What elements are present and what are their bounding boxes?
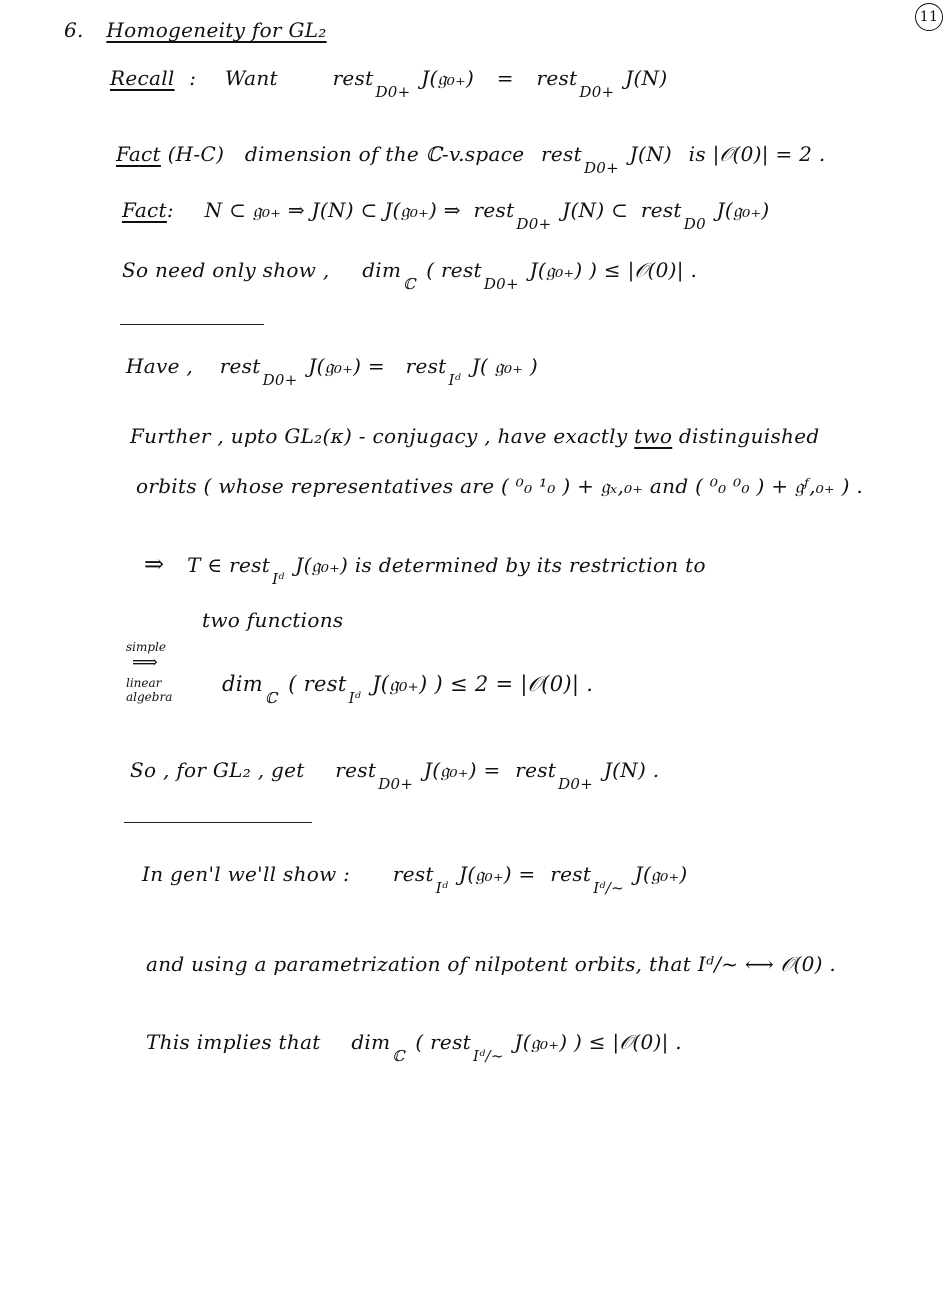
fact-arg: J(N) — [629, 142, 672, 166]
further-line-2: orbits ( whose representatives are ( ⁰₀ ¹₀ ) + 𝔤ₓ,₀₊ and ( ⁰₀ ⁰₀ ) + 𝔤ᶠ,₀₊ ) . — [136, 474, 863, 498]
recall-lhs-arg: J(𝔤₀₊) — [421, 66, 475, 90]
dim-bound-line — [222, 672, 594, 707]
linear-note: linear — [126, 676, 162, 690]
fact2-text2: J(N) ⊂ — [562, 198, 629, 222]
fact-ref: (H-C) — [167, 142, 225, 166]
recall-rhs-arg: J(N) — [625, 66, 668, 90]
so-gl2-sub1: D0+ — [378, 775, 414, 793]
general-sub1: Iᵈ — [435, 879, 449, 897]
so-gl2-sub2: D0+ — [558, 775, 594, 793]
fact2-text3: J(𝔤₀₊) — [716, 198, 770, 222]
this-implies-dim: dim — [351, 1030, 391, 1054]
fact2-sub1: D0+ — [516, 215, 552, 233]
divider-2 — [124, 822, 312, 823]
this-implies-text2: J(𝔤₀₊) ) ≤ |𝒪(0)| . — [514, 1030, 682, 1054]
this-implies-text: This implies that — [146, 1030, 321, 1054]
so-gl2-rest1: rest — [335, 758, 377, 782]
recall-lhs: rest — [332, 66, 374, 90]
implies-text2: J(𝔤₀₊) is determined by its restriction to — [295, 553, 706, 577]
further-line-1 — [130, 424, 819, 448]
dim-bound-sub: Iᵈ — [348, 689, 362, 707]
implies-text1: T ∈ rest — [187, 553, 271, 577]
param-line: and using a parametrization of nilpotent orbits, that Iᵈ/~ ⟷ 𝒪(0) . — [146, 952, 837, 976]
fact-hc-line — [116, 142, 826, 177]
have-sub1: D0+ — [262, 371, 298, 389]
need-show-line — [122, 258, 698, 293]
recall-sep: : — [189, 66, 197, 90]
so-gl2-text3: J(N) . — [603, 758, 660, 782]
implies-sub: Iᵈ — [272, 570, 285, 588]
have-rest1: rest — [219, 354, 261, 378]
this-implies-dim-sub: ℂ — [392, 1047, 405, 1065]
so-gl2-rest2: rest — [515, 758, 557, 782]
general-rest2: rest — [550, 862, 592, 886]
this-implies-line — [146, 1030, 682, 1065]
dim-bound-dim-sub: ℂ — [264, 689, 278, 707]
this-implies-sub: Iᵈ/~ — [472, 1047, 504, 1065]
fact2-sep: : — [166, 198, 174, 222]
need-rest-sub: D0+ — [483, 275, 519, 293]
simple-note: simple — [126, 640, 166, 654]
have-rest2: rest — [405, 354, 447, 378]
further-text-b: distinguished — [678, 424, 820, 448]
recall-rhs-sub: D0+ — [579, 83, 615, 101]
implies-line — [144, 550, 706, 588]
divider — [120, 324, 264, 325]
so-gl2-line — [130, 758, 660, 793]
fact-label: Fact — [116, 142, 161, 166]
section-number: 6. — [64, 18, 84, 42]
further-text-a: Further , upto GL₂(κ) - conjugacy , have exactly — [130, 424, 628, 448]
recall-eq: = — [496, 66, 514, 90]
need-rest: ( rest — [426, 258, 482, 282]
fact-text2: is |𝒪(0)| = 2 . — [688, 142, 826, 166]
general-line — [142, 862, 688, 897]
section-heading — [64, 18, 327, 42]
recall-label: Recall — [110, 66, 175, 90]
general-text2: J(𝔤₀₊) = — [459, 862, 536, 886]
implies-line-2: two functions — [202, 608, 344, 632]
have-sub2: Iᵈ — [448, 371, 462, 389]
need-dim-sub: ℂ — [403, 275, 416, 293]
general-text3: J(𝔤₀₊) — [634, 862, 688, 886]
need-text2: J(𝔤₀₊) ) ≤ |𝒪(0)| . — [529, 258, 698, 282]
algebra-note: algebra — [126, 690, 173, 704]
fact2-text1: N ⊂ 𝔤₀₊ ⇒ J(N) ⊂ J(𝔤₀₊) ⇒ — [204, 198, 461, 222]
fact2-label: Fact — [122, 198, 167, 222]
fact-rest: rest — [541, 142, 582, 166]
this-implies-rest: ( rest — [415, 1030, 471, 1054]
recall-line — [110, 66, 668, 101]
dim-bound-rest: ( rest — [288, 672, 347, 696]
section-title: Homogeneity for GL₂ — [106, 18, 327, 42]
dim-bound-text: J(𝔤₀₊) ) ≤ 2 = |𝒪(0)| . — [372, 672, 594, 696]
simple-arrow: ⟹ — [132, 652, 158, 673]
page-number: 11 — [915, 3, 943, 31]
have-line — [126, 354, 538, 389]
so-gl2-text1: So , for GL₂ , get — [130, 758, 305, 782]
fact-rest-sub: D0+ — [583, 159, 619, 177]
fact2-rest2: rest — [640, 198, 682, 222]
implies-arrow: ⇒ — [144, 550, 165, 578]
general-rest1: rest — [392, 862, 434, 886]
fact-inclusion-line — [122, 198, 770, 233]
further-two: two — [634, 424, 673, 448]
recall-rhs: rest — [536, 66, 578, 90]
recall-text: Want — [225, 66, 278, 90]
dim-bound-dim: dim — [222, 672, 263, 696]
fact2-rest1: rest — [473, 198, 515, 222]
so-gl2-text2: J(𝔤₀₊) = — [423, 758, 501, 782]
general-text1: In gen'l we'll show : — [142, 862, 351, 886]
general-sub2: Iᵈ/~ — [593, 879, 624, 897]
fact2-sub2: D0 — [683, 215, 706, 233]
have-text: Have , — [126, 354, 194, 378]
have-text3: J( 𝔤₀₊ ) — [471, 354, 538, 378]
have-text2: J(𝔤₀₊) = — [308, 354, 385, 378]
need-dim: dim — [362, 258, 402, 282]
fact-text: dimension of the ℂ-v.space — [244, 142, 525, 166]
recall-lhs-sub: D0+ — [375, 83, 411, 101]
need-text: So need only show , — [122, 258, 330, 282]
